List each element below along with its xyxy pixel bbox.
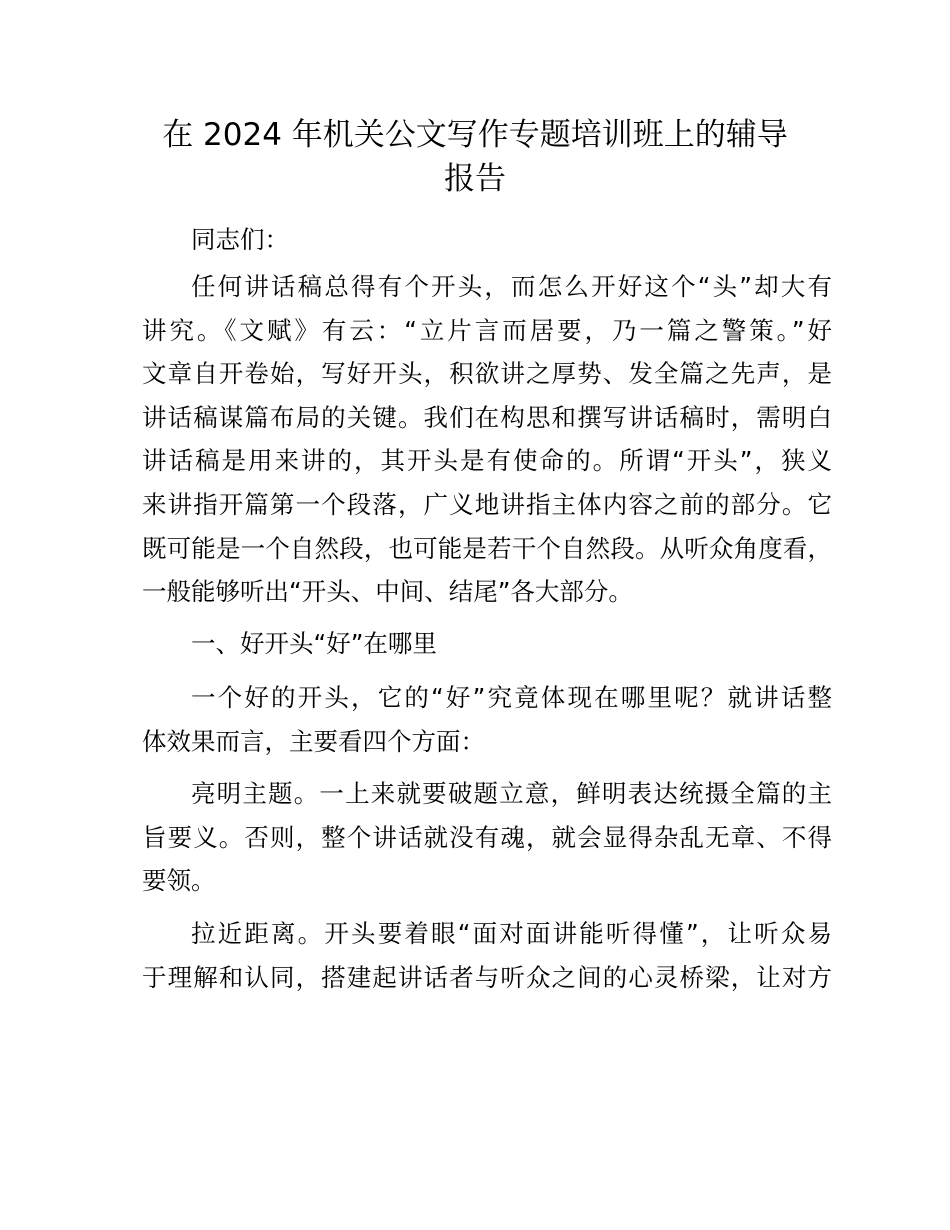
document-title-line-2: 报告 [444, 161, 506, 197]
paragraph-line: 一般能够听出“开头、中间、结尾”各大部分。 [142, 577, 633, 607]
paragraph-line: 讲究。《文赋》有云：“立片言而居要，乃一篇之警策。”好 [142, 315, 832, 345]
paragraph-line: 讲话稿是用来讲的，其开头是有使命的。所谓“开头”，狭义 [142, 446, 832, 476]
paragraph-line: 体效果而言，主要看四个方面： [142, 726, 485, 756]
paragraph-line: 一个好的开头，它的“好”究竟体现在哪里呢？就讲话整 [191, 683, 832, 712]
paragraph-line: 既可能是一个自然段，也可能是若干个自然段。从听众角度看， [142, 533, 832, 563]
paragraph-line: 旨要义。否则，整个讲话就没有魂，就会显得杂乱无章、不得 [142, 822, 832, 852]
paragraph-line: 于理解和认同，搭建起讲话者与听众之间的心灵桥梁，让对方 [142, 962, 832, 992]
paragraph-four-aspects [142, 676, 832, 763]
salutation [142, 218, 832, 262]
paragraph-line: 亮明主题。一上来就要破题立意，鲜明表达统摄全篇的主 [191, 779, 832, 808]
paragraph-line: 来讲指开篇第一个段落，广义地讲指主体内容之前的部分。它 [142, 489, 832, 519]
salutation-text: 同志们： [191, 225, 289, 254]
paragraph-intro [142, 265, 832, 614]
document-title-line-1: 在 2024 年机关公文写作专题培训班上的辅导 [162, 117, 788, 153]
paragraph-line: 拉近距离。开头要着眼“面对面讲能听得懂”，让听众易 [191, 919, 832, 948]
section-heading-text: 一、好开头“好”在哪里 [191, 629, 437, 658]
paragraph-highlight-theme [142, 772, 832, 903]
paragraph-line: 文章自开卷始，写好开头，积欲讲之厚势、发全篇之先声，是 [142, 359, 832, 389]
paragraph-line: 讲话稿谋篇布局的关键。我们在构思和撰写讲话稿时，需明白 [142, 402, 832, 432]
paragraph-line: 任何讲话稿总得有个开头，而怎么开好这个“头”却大有 [191, 272, 832, 301]
paragraph-line: 要领。 [142, 866, 216, 896]
section-heading [142, 622, 832, 666]
paragraph-close-distance [142, 912, 832, 999]
